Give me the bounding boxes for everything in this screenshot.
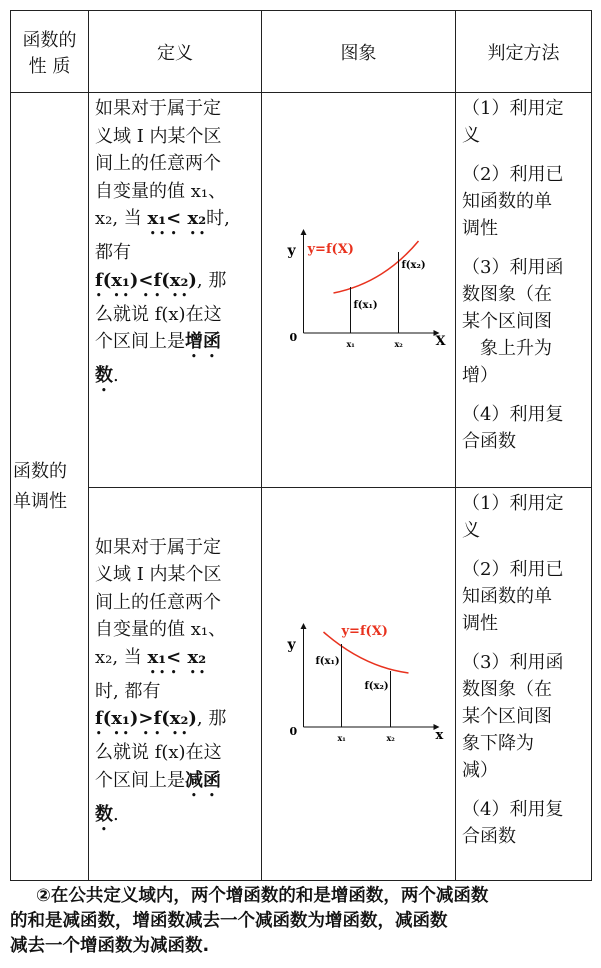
header-property [11, 11, 89, 93]
y-label: y [287, 636, 296, 653]
method-text: 知函数的单 [462, 586, 552, 607]
definition-text: 义域 I 内某个区 [95, 564, 222, 585]
definition-line [95, 739, 255, 767]
method-text: 象下降为 [462, 733, 534, 754]
method-item [462, 95, 585, 149]
definition-text: 义域 I 内某个区 [95, 125, 222, 147]
definition-text: 个区间上是 [95, 331, 185, 352]
method-item [462, 161, 585, 242]
definition-text: , 那 [196, 269, 227, 291]
method-text: （4）利用复 [462, 404, 564, 425]
definition-line [95, 178, 255, 206]
method-text: 合函数 [462, 431, 516, 452]
emphasized-term: 数 [95, 365, 113, 386]
definition-line [95, 705, 255, 739]
header-graph: 图象 [262, 11, 456, 93]
definition-line [95, 239, 255, 267]
function-label: y=f(X) [341, 623, 388, 639]
method-text: 象上升为 [462, 338, 552, 359]
x2-label: x₂ [394, 338, 403, 349]
method-text: 某个区间图 [462, 706, 552, 727]
method-text: （1）利用定 [462, 493, 564, 514]
emphasized-term: x₁< x₂ [147, 646, 207, 668]
definition-line [95, 767, 255, 801]
emphasized-term: x₁< x₂ [147, 208, 207, 229]
graph-cell-decreasing [262, 488, 456, 881]
header-text: 函数的 [22, 29, 77, 51]
method-text: 数图象（在 [462, 284, 552, 305]
definition-line [95, 678, 255, 706]
method-text: （3）利用函 [462, 652, 564, 673]
definition-text: x₂, 当 [95, 646, 148, 668]
emphasized-term: f(x₁)>f(x₂) [95, 708, 197, 729]
definition-text: 自变量的值 x₁、 [95, 180, 227, 202]
method-text: （4）利用复 [462, 799, 564, 820]
method-text: 数图象（在 [462, 679, 552, 700]
definition-text: . [113, 365, 119, 386]
definition-line [95, 644, 255, 678]
emphasized-term: 减函 [185, 769, 221, 791]
fx2-label: f(x₂) [401, 259, 426, 271]
definition-text: 么就说 f(x)在这 [95, 303, 222, 325]
method-text: 减） [462, 760, 498, 781]
method-item [462, 401, 585, 455]
header-definition: 定义 [89, 11, 262, 93]
method-text: 调性 [462, 218, 498, 239]
method-text: 增） [462, 365, 498, 386]
function-label: y=f(X) [307, 241, 354, 257]
emphasized-term: 增函 [185, 331, 221, 352]
fx1-label: f(x₁) [353, 299, 378, 311]
definition-text: 如果对于属于定 [95, 98, 221, 119]
method-text: 义 [462, 125, 480, 146]
definition-cell-decreasing [89, 488, 262, 881]
footnote-line: 减去一个增函数为减函数. [10, 936, 210, 956]
method-item [462, 649, 585, 784]
definition-text: 间上的任意两个 [95, 591, 221, 613]
footnote-line: 的和是减函数，增函数减去一个减函数为增函数，减函数 [10, 911, 448, 931]
origin-label: 0 [289, 724, 298, 738]
property-text: 单调性 [13, 490, 67, 512]
definition-text: 如果对于属于定 [95, 536, 221, 558]
x2-label: x₂ [386, 732, 395, 743]
fx2-label: f(x₂) [364, 680, 389, 692]
y-label: y [287, 242, 296, 259]
method-text: 知函数的单 [462, 191, 552, 212]
graph-cell-increasing [262, 93, 456, 488]
definition-text: 个区间上是 [95, 769, 185, 791]
property-text: 函数的 [13, 460, 67, 482]
footnote-line: ②在公共定义域内，两个增函数的和是增函数，两个减函数 [36, 886, 489, 906]
x-label: X [435, 333, 446, 349]
definition-cell-increasing [89, 93, 262, 488]
x-label: x [435, 727, 444, 743]
definition-line [95, 328, 255, 362]
method-text: 某个区间图 [462, 311, 552, 332]
definition-text: 间上的任意两个 [95, 153, 221, 174]
method-item [462, 796, 585, 850]
footnote [10, 884, 596, 959]
y-axis-arrow-icon [301, 229, 307, 235]
fx1-label: f(x₁) [315, 655, 340, 667]
method-cell-decreasing [456, 488, 592, 881]
method-text: 合函数 [462, 826, 516, 847]
x1-label: x₁ [346, 338, 355, 349]
function-graph [262, 617, 455, 747]
method-text: 调性 [462, 613, 498, 634]
definition-text: 么就说 f(x)在这 [95, 742, 222, 763]
origin-label: 0 [289, 330, 298, 344]
definition-line [95, 150, 255, 178]
function-graph [262, 223, 455, 353]
definition-text: 都有 [95, 242, 131, 263]
method-item [462, 254, 585, 389]
header-text: 性 质 [28, 55, 71, 77]
header-method: 判定方法 [456, 11, 592, 93]
emphasized-term: 数 [95, 803, 113, 825]
y-axis-arrow-icon [301, 623, 307, 629]
definition-text: 自变量的值 x₁、 [95, 619, 227, 640]
definition-text: . [113, 803, 119, 825]
method-item [462, 556, 585, 637]
method-cell-increasing [456, 93, 592, 488]
definition-line [95, 123, 255, 151]
definition-text: , 那 [196, 708, 227, 729]
definition-line [95, 301, 255, 329]
method-text: （1）利用定 [462, 98, 564, 119]
definition-line [95, 801, 255, 835]
definition-line [95, 362, 255, 396]
definition-line [95, 267, 255, 301]
definition-line [95, 589, 255, 617]
property-cell [11, 93, 89, 881]
definition-line [95, 561, 255, 589]
definition-line [95, 205, 255, 239]
method-text: （2）利用已 [462, 559, 564, 580]
monotonicity-table [10, 10, 592, 881]
method-text: 义 [462, 520, 480, 541]
definition-text: 时, 都有 [95, 680, 161, 702]
definition-line [95, 95, 255, 123]
method-item [462, 490, 585, 544]
definition-line [95, 616, 255, 644]
method-text: （3）利用函 [462, 257, 564, 278]
definition-line [95, 534, 255, 562]
x1-label: x₁ [337, 732, 346, 743]
definition-text: x₂, 当 [95, 208, 148, 229]
definition-text: 时, [206, 208, 230, 229]
emphasized-term: f(x₁)<f(x₂) [95, 269, 197, 291]
method-text: （2）利用已 [462, 164, 564, 185]
